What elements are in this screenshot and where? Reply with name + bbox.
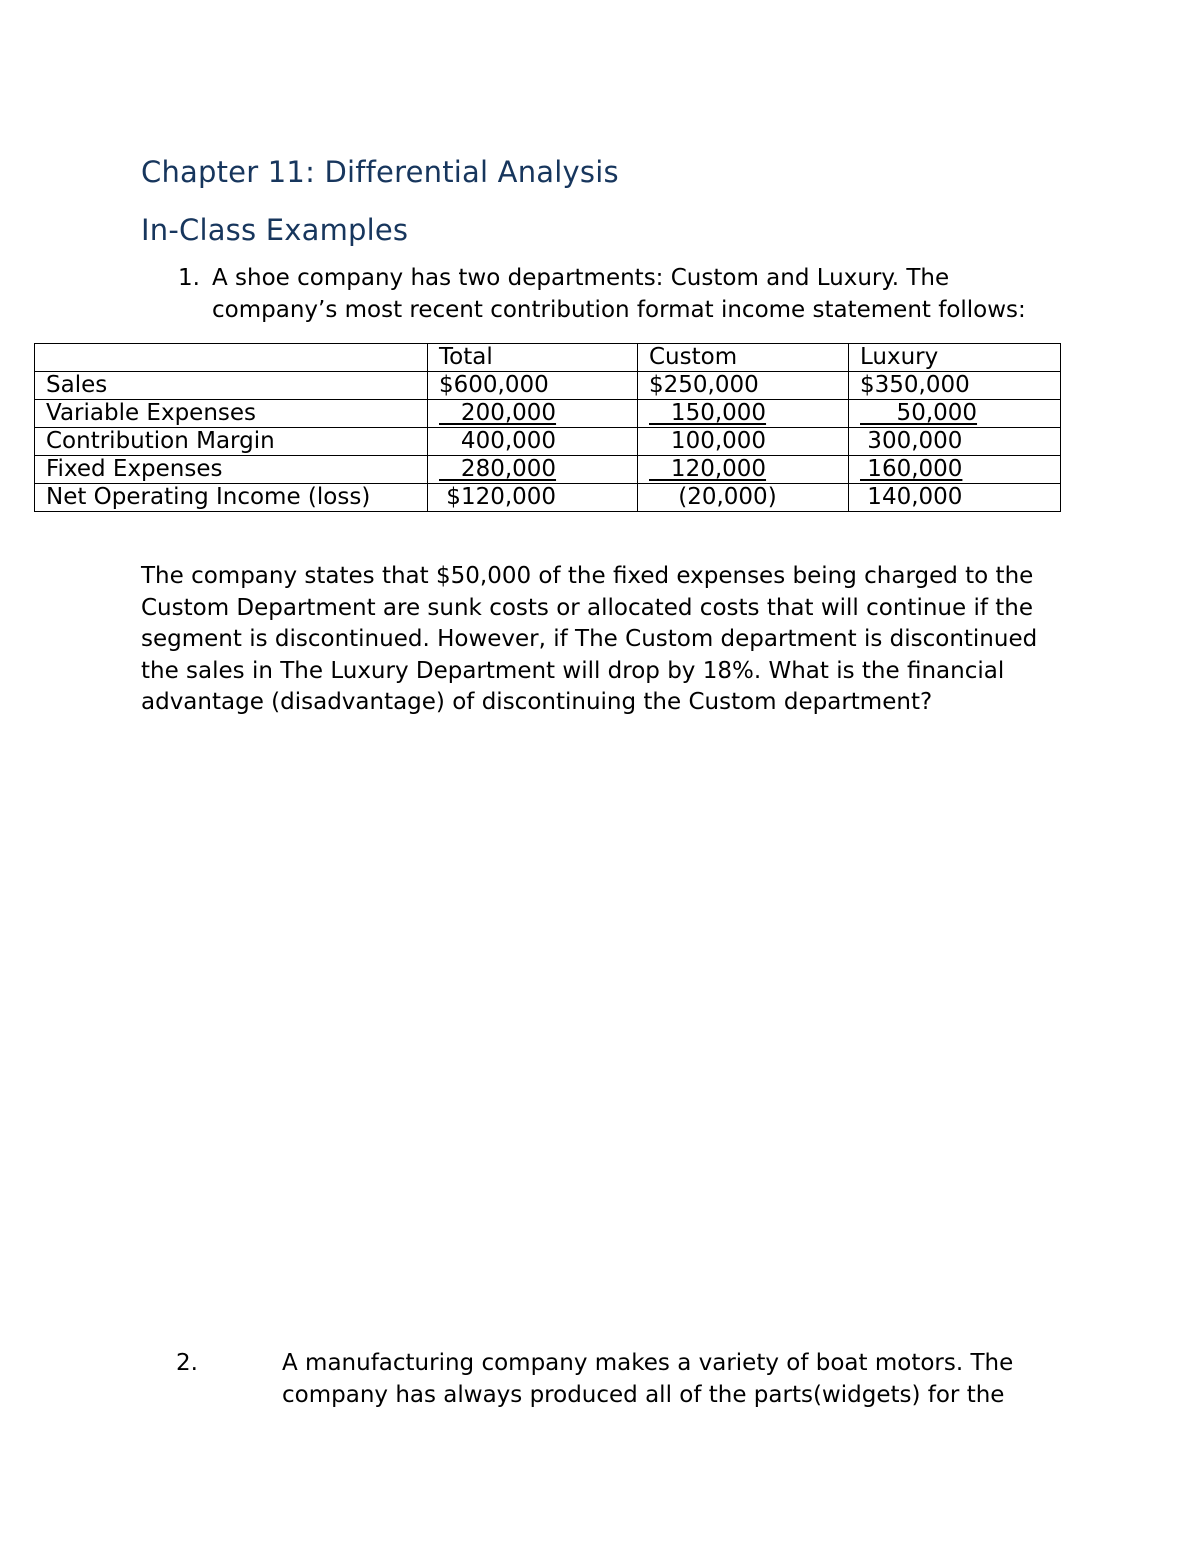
question-1-text: A shoe company has two departments: Custom and Luxury. The company’s most recent contribution format income statement follows: [212, 265, 1026, 323]
row-label: Fixed Expenses [35, 456, 428, 484]
table-row-fixed-expenses [35, 456, 1061, 484]
cell-custom: $250,000 [638, 372, 849, 400]
header-cell-luxury: Luxury [849, 344, 1061, 372]
row-label: Variable Expenses [35, 400, 428, 428]
table-row-sales [35, 372, 1061, 400]
cell-custom: 150,000 [638, 400, 849, 428]
question-2-number: 2. [176, 1350, 198, 1376]
row-label: Sales [35, 372, 428, 400]
cell-luxury: 300,000 [849, 428, 1061, 456]
header-cell-label [35, 344, 428, 372]
cell-total: 400,000 [428, 428, 638, 456]
cell-luxury: 50,000 [849, 400, 1061, 428]
section-title: In-Class Examples [141, 213, 409, 247]
cell-custom: (20,000) [638, 484, 849, 512]
table-header-row [35, 344, 1061, 372]
cell-total: 280,000 [428, 456, 638, 484]
question-1-number: 1. [178, 265, 200, 291]
income-statement-table [34, 343, 1061, 512]
header-cell-total: Total [428, 344, 638, 372]
cell-total: 200,000 [428, 400, 638, 428]
table-row-variable-expenses [35, 400, 1061, 428]
cell-custom: 100,000 [638, 428, 849, 456]
cell-total: $120,000 [428, 484, 638, 512]
question-1-paragraph: The company states that $50,000 of the fixed expenses being charged to the Custom Department are sunk costs or allocated costs that will continue if the segment is discontinued. However, if The Custom department is discontinued the sales in The Luxury Department will drop by 18%. What is the financial advantage (disadvantage) of discontinuing the Custom department? [141, 563, 1038, 715]
cell-total: $600,000 [428, 372, 638, 400]
table-row-contribution-margin [35, 428, 1061, 456]
cell-luxury: $350,000 [849, 372, 1061, 400]
cell-custom: 120,000 [638, 456, 849, 484]
header-cell-custom: Custom [638, 344, 849, 372]
cell-luxury: 140,000 [849, 484, 1061, 512]
row-label: Net Operating Income (loss) [35, 484, 428, 512]
table-row-net-operating-income [35, 484, 1061, 512]
chapter-title: Chapter 11: Differential Analysis [141, 155, 619, 189]
cell-luxury: 160,000 [849, 456, 1061, 484]
row-label: Contribution Margin [35, 428, 428, 456]
question-2-text: A manufacturing company makes a variety of boat motors. The company has always produced all of the parts(widgets) for the [282, 1350, 1014, 1408]
